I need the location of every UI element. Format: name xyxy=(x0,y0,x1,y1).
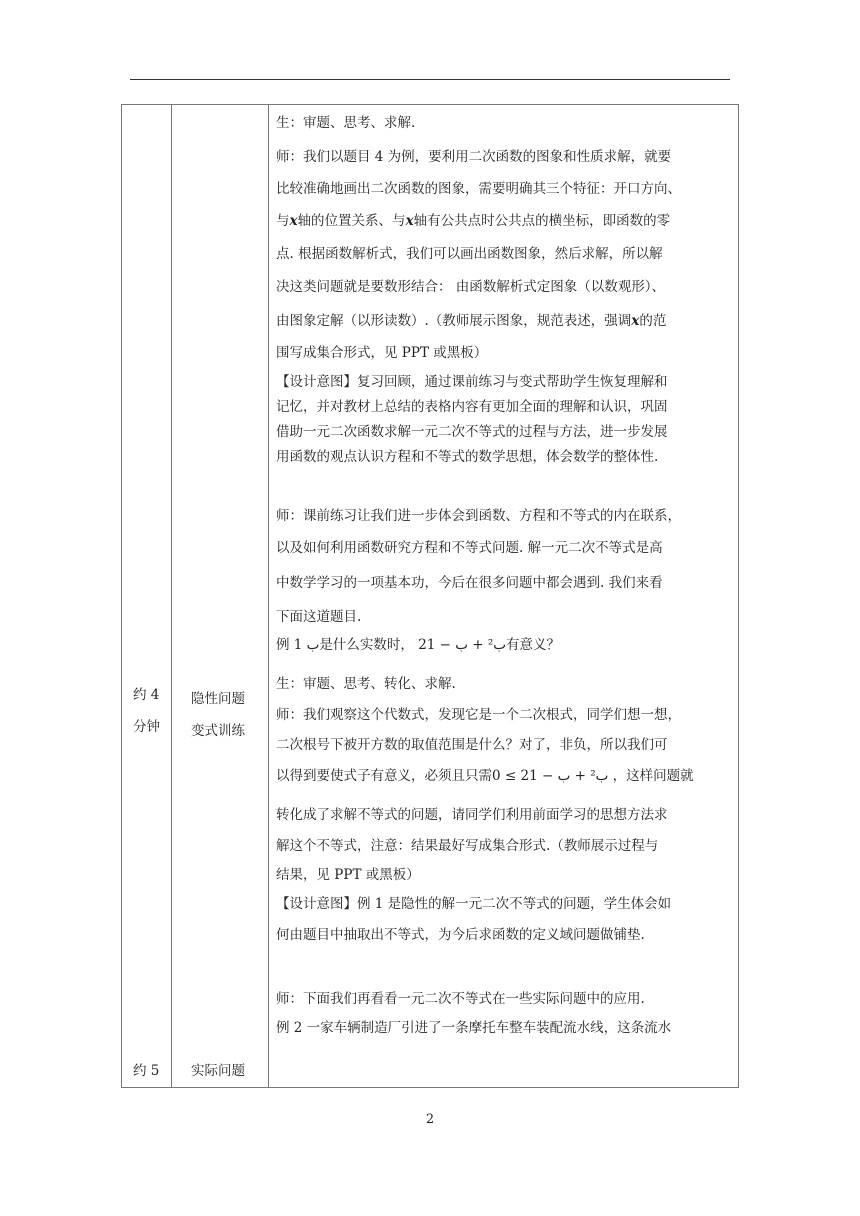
text-line: 下面这道题目. xyxy=(276,609,362,625)
time-label-a-line1: 约 4 xyxy=(133,687,160,703)
text-line: 解这个不等式，注意：结果最好写成集合形式.（教师展示过程与 xyxy=(276,838,659,854)
math-variable-x: 𝒙 xyxy=(289,213,298,229)
design-intent-line: 用函数的观点认识方程和不等式的数学思想，体会数学的整体性. xyxy=(276,449,659,465)
page-number: 2 xyxy=(425,1112,435,1127)
text-line: 围写成集合形式，见 PPT 或黑板） xyxy=(276,345,488,361)
text-span: 轴的位置关系、与 xyxy=(297,213,406,229)
text-line: 生：审题、思考、转化、求解. xyxy=(276,676,456,692)
example-2-line: 例 2 一家车辆制造厂引进了一条摩托车整车装配流水线，这条流水 xyxy=(276,1020,672,1036)
stage-column xyxy=(172,105,269,1088)
text-line: 决这类问题就是要数形结合： 由函数解析式定图象（以数观形）、 xyxy=(276,279,666,295)
math-variable-x: 𝒙 xyxy=(405,213,414,229)
stage-label-a-line1: 隐性问题 xyxy=(191,691,245,707)
stage-label-b: 实际问题 xyxy=(191,1063,245,1079)
text-span: 与 xyxy=(276,213,290,229)
header-rule xyxy=(130,79,730,80)
design-intent-line: 何由题目中抽取出不等式，为今后求函数的定义域问题做铺垫. xyxy=(276,927,645,943)
text-span: 轴有公共点时公共点的横坐标，即函数的零 xyxy=(413,213,671,229)
design-intent-line: 【设计意图】例 1 是隐性的解一元二次不等式的问题，学生体会如 xyxy=(276,896,672,912)
content-column xyxy=(269,105,739,1088)
design-intent-line: 记忆，并对教材上总结的表格内容有更加全面的理解和认识，巩固 xyxy=(276,399,668,415)
text-line: 比较准确地画出二次函数的图象，需要明确其三个特征：开口方向、 xyxy=(276,181,681,197)
text-line: 师：课前练习让我们进一步体会到函数、方程和不等式的内在联系， xyxy=(276,508,681,524)
text-line: 生：审题、思考、求解. xyxy=(276,115,416,131)
text-line: 中数学学习的一项基本功，今后在很多问题中都会遇到. 我们来看 xyxy=(276,575,663,591)
time-label-a-line2: 分钟 xyxy=(133,719,160,735)
text-line: 师：下面我们再看看一元二次不等式在一些实际问题中的应用. xyxy=(276,991,645,1007)
time-label-b: 约 5 xyxy=(133,1063,160,1079)
text-line: 二次根号下被开方数的取值范围是什么？对了，非负，所以我们可 xyxy=(276,737,668,753)
example-1-line: 例 1 ﺏ是什么实数时， ﺏ² + ﺏ − 21有意义？ xyxy=(276,637,561,653)
text-line: 结果，见 PPT 或黑板） xyxy=(276,867,420,883)
text-line: 师：我们以题目 4 为例，要利用二次函数的图象和性质求解，就要 xyxy=(276,149,672,165)
design-intent-line: 借助一元二次函数求解一元二次不等式的过程与方法，进一步发展 xyxy=(276,424,668,440)
time-column xyxy=(122,105,172,1088)
design-intent-line: 【设计意图】复习回顾，通过课前练习与变式帮助学生恢复理解和 xyxy=(276,374,668,390)
text-span: 由图象定解（以形读数）.（教师展示图象，规范表述，强调 xyxy=(276,313,632,329)
math-variable-x: 𝒙 xyxy=(631,313,640,329)
text-line: 点. 根据函数解析式，我们可以画出函数图象，然后求解，所以解 xyxy=(276,246,663,262)
text-line xyxy=(276,211,670,231)
stage-label-a-line2: 变式训练 xyxy=(191,723,245,739)
lesson-table xyxy=(121,104,739,1088)
text-span: 的范 xyxy=(639,313,667,329)
text-line xyxy=(276,311,666,331)
text-line: 以得到要使式子有意义，必须且只需ﺏ² + ﺏ − 21 ≥ 0 ，这样问题就 xyxy=(276,768,694,784)
text-line: 师：我们观察这个代数式，发现它是一个二次根式，同学们想一想， xyxy=(276,707,681,723)
text-line: 以及如何利用函数研究方程和不等式问题. 解一元二次不等式是高 xyxy=(276,540,663,556)
text-line: 转化成了求解不等式的问题，请同学们利用前面学习的思想方法求 xyxy=(276,807,668,823)
